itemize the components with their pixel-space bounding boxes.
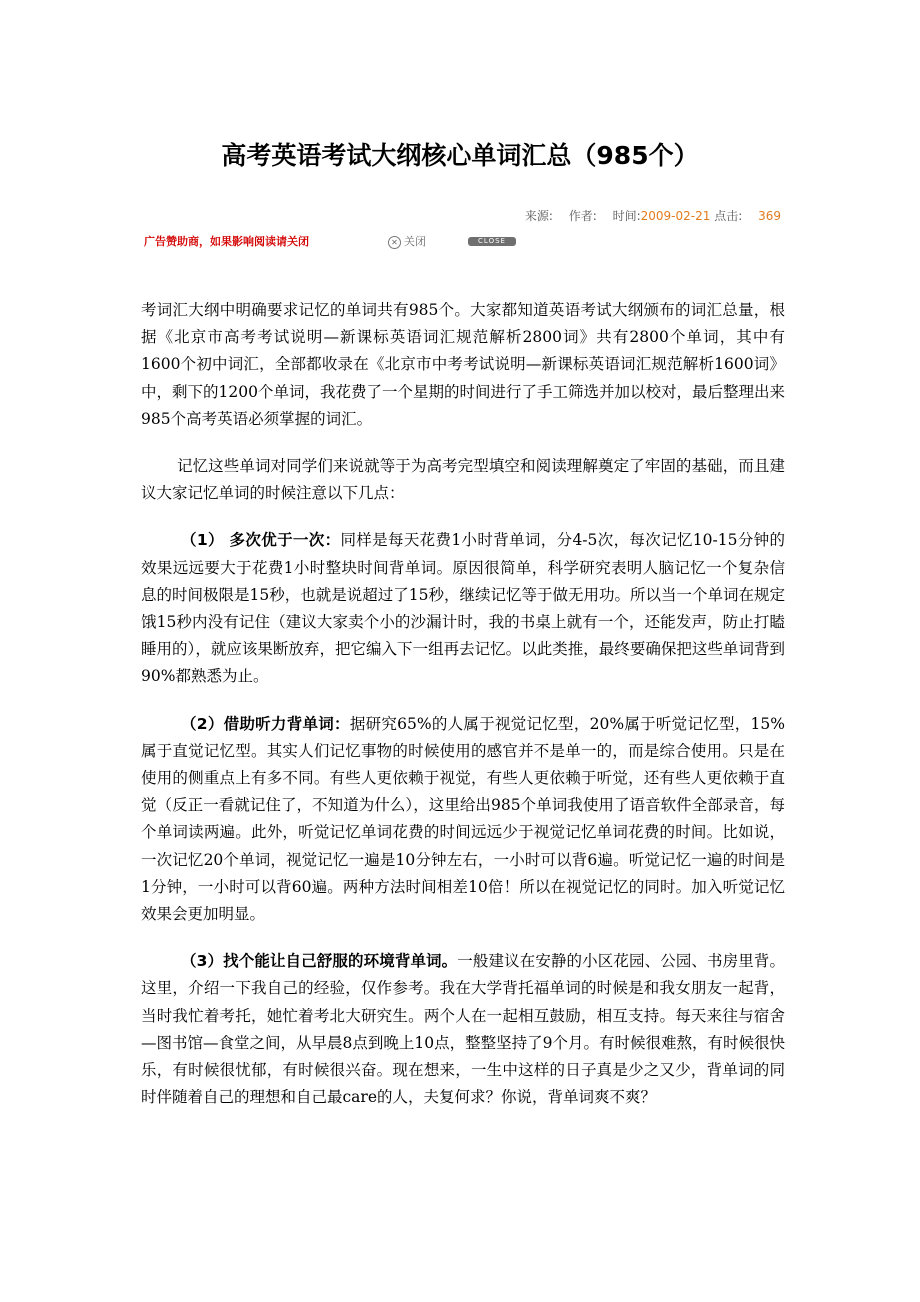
close-icon: ✕: [388, 236, 401, 249]
tip-body-3: 一般建议在安静的小区花园、公园、书房里背。这里，介绍一下我自己的经验，仅作参考。我在大学背托福单词的时候是和我女朋友一起背，当时我忙着考托，她忙着考北大研究生。两个人在一起相互鼓励，相互支持。每天来往与宿舍—图书馆—食堂之间，从早晨8点到晚上10点，整整坚持了9个月。有时候很难熬，有时候很快乐，有时候很忧郁，有时候很兴奋。现在想来，一生中这样的日子真是少之又少，背单词的同时伴随着自己的理想和自己最care的人，夫复何求？你说，背单词爽不爽？: [141, 952, 785, 1107]
tip-heading-1: （1） 多次优于一次：: [181, 531, 341, 550]
publish-date: 2009-02-21: [640, 209, 711, 223]
time-label: 时间:: [612, 209, 641, 223]
advice-paragraph: 记忆这些单词对同学们来说就等于为高考完型填空和阅读理解奠定了牢固的基础，而且建议大家记忆单词的时候注意以下几点：: [141, 457, 785, 503]
article-body: [141, 297, 785, 1131]
source-label: 来源:: [524, 209, 553, 223]
author-label: 作者:: [568, 209, 597, 223]
ad-close-button[interactable]: CLOSE: [468, 237, 516, 246]
tip-paragraph-1: [141, 527, 785, 690]
tip-heading-2: （2）借助听力背单词：: [181, 714, 350, 733]
tip-body-2: 据研究65%的人属于视觉记忆型，20%属于听觉记忆型，15%属于直觉记忆型。其实人们记忆事物的时候使用的感官并不是单一的，而是综合使用。只是在使用的侧重点上有多不同。有些人更依赖于视觉，有些人更依赖于听觉，还有些人更依赖于直觉（反正一看就记住了，不知道为什么），这里给出985个单词我使用了语音软件全部录音，每个单词读两遍。此外，听觉记忆单词花费的时间远远少于视觉记忆单词花费的时间。比如说，一次记忆20个单词，视觉记忆一遍是10分钟左右，一小时可以背6遍。听觉记忆一遍的时间是1分钟，一小时可以背60遍。两种方法时间相差10倍！所以在视觉记忆的同时。加入听觉记忆效果会更加明显。: [141, 714, 785, 924]
ad-close-label: 关闭: [404, 235, 426, 248]
click-count: 369: [758, 209, 781, 223]
ad-close-link[interactable]: [388, 235, 426, 249]
tip-paragraph-2: [141, 711, 785, 929]
intro-paragraph: 考词汇大纲中明确要求记忆的单词共有985个。大家都知道英语考试大纲颁布的词汇总量，根据《北京市高考考试说明—新课标英语词汇规范解析2800词》共有2800个单词，其中有1600个初中词汇，全部都收录在《北京市中考考试说明—新课标英语词汇规范解析1600词》中，剩下的1200个单词，我花费了一个星期的时间进行了手工筛选并加以校对，最后整理出来985个高考英语必须掌握的词汇。: [141, 301, 785, 428]
tip-heading-3: （3）找个能让自己舒服的环境背单词。: [181, 952, 458, 971]
tip-paragraph-3: [141, 948, 785, 1111]
ad-sponsor-text[interactable]: 广告赞助商，如果影响阅读请关闭: [144, 235, 309, 248]
page-title: 高考英语考试大纲核心单词汇总（985个）: [221, 141, 699, 170]
clicks-label: 点击:: [714, 209, 743, 223]
article-meta: [525, 207, 781, 225]
tip-body-1: 同样是每天花费1小时背单词，分4-5次，每次记忆10-15分钟的效果远远要大于花费1小时整块时间背单词。原因很简单，科学研究表明人脑记忆一个复杂信息的时间极限是15秒，也就是说超过了15秒，继续记忆等于做无用功。所以当一个单词在规定饿15秒内没有记住（建议大家卖个小的沙漏计时，我的书桌上就有一个，还能发声，防止打瞌睡用的），就应该果断放弃，把它编入下一组再去记忆。以此类推，最终要确保把这些单词背到90%都熟悉为止。: [141, 531, 786, 686]
